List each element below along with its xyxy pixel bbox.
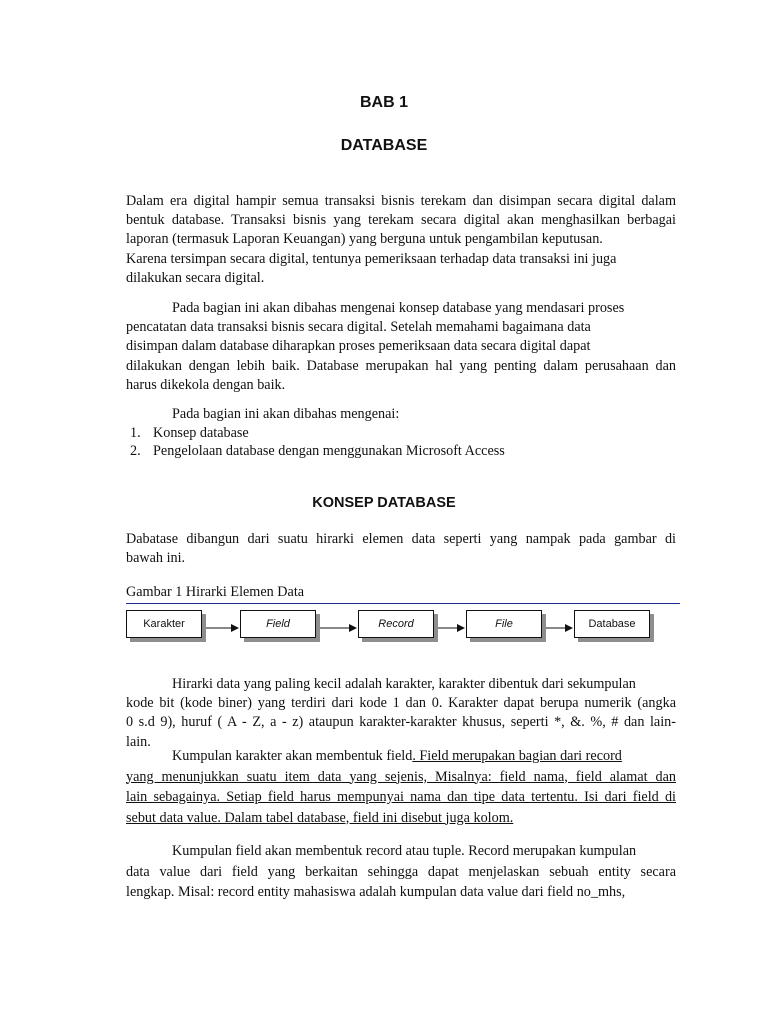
- page-title: DATABASE: [340, 137, 428, 154]
- intro-line: Dalam era digital hampir semua transaksi bisnis terekam dan disimpan secara digital dalam: [126, 193, 676, 209]
- hirarki-line: Hirarki data yang paling kecil adalah karakter, karakter dibentuk dari sekumpulan: [172, 676, 636, 692]
- list-item: [126, 442, 676, 460]
- list-item-number: 1.: [130, 425, 141, 441]
- section-intro: [126, 530, 676, 568]
- record-line: data value dari field yang berkaitan sehingga dapat menjelaskan sebuah entity secara: [126, 863, 676, 880]
- scope-line: Pada bagian ini akan dibahas mengenai konsep database yang mendasari proses: [172, 300, 625, 316]
- intro-line: bentuk database. Transaksi bisnis yang terekam secara digital akan menghasilkan berbagai: [126, 212, 676, 229]
- intro-line: laporan (termasuk Laporan Keuangan) yang berguna untuk pengambilan keputusan.: [126, 231, 603, 248]
- field-line: [126, 746, 676, 767]
- diagram-box-karakter: Karakter: [126, 610, 202, 638]
- list-item-text: Pengelolaan database dengan menggunakan Microsoft Access: [153, 443, 505, 459]
- record-line: Kumpulan field akan membentuk record atau tuple. Record merupakan kumpulan: [172, 843, 637, 859]
- list-item-text: Konsep database: [153, 425, 249, 441]
- record-line: lengkap. Misal: record entity mahasiswa adalah kumpulan data value dari field no_mhs,: [126, 884, 626, 900]
- scope-line: harus dikekola dengan baik.: [126, 376, 286, 393]
- caption-underline: [126, 603, 680, 604]
- diagram-box-field: Field: [240, 610, 316, 638]
- record-paragraph: [126, 841, 676, 903]
- section-title: KONSEP DATABASE: [312, 495, 456, 511]
- figure-caption: Gambar 1 Hirarki Elemen Data: [126, 584, 305, 600]
- hirarki-line: kode bit (kode biner) yang terdiri dari kode 1 dan 0. Karakter dapat berupa numerik (angka: [126, 695, 676, 712]
- topics-intro-line: Pada bagian ini akan dibahas mengenai:: [172, 406, 400, 422]
- field-line: lain sebagainya. Setiap field harus mempunyai nama dan tipe data tertentu. Isi dari field di: [126, 789, 676, 805]
- intro-paragraph: [126, 192, 676, 288]
- field-line: sebut data value. Dalam tabel database, field ini disebut juga kolom.: [126, 809, 514, 826]
- field-line-underlined: . Field merupakan bagian dari record: [412, 748, 622, 764]
- diagram-box-database: Database: [574, 610, 650, 638]
- scope-line: disimpan dalam database diharapkan proses pemeriksaan data secara digital dapat: [126, 338, 591, 355]
- list-item: [126, 424, 676, 442]
- diagram-box-file: File: [466, 610, 542, 638]
- hierarchy-diagram: [124, 610, 684, 654]
- diagram-box-record: Record: [358, 610, 434, 638]
- section-intro-line: bawah ini.: [126, 550, 186, 567]
- intro-line: dilakukan secara digital.: [126, 269, 265, 286]
- hirarki-paragraph: [126, 675, 676, 752]
- field-paragraph: [126, 746, 676, 828]
- scope-line: pencatatan data transaksi bisnis secara digital. Setelah memahami bagaimana data: [126, 319, 591, 336]
- hirarki-line: lain.: [126, 733, 151, 750]
- list-item-number: 2.: [130, 443, 141, 459]
- scope-paragraph: [126, 299, 676, 395]
- field-line: yang menunjukkan suatu item data yang sejenis, Misalnya: field nama, field alamat dan: [126, 768, 676, 785]
- topics-list: [126, 424, 676, 460]
- chapter-label: BAB 1: [359, 94, 408, 111]
- intro-line: Karena tersimpan secara digital, tentunya pemeriksaan terhadap data transaksi ini juga: [126, 250, 617, 267]
- scope-line: dilakukan dengan lebih baik. Database merupakan hal yang penting dalam perusahaan dan: [126, 357, 676, 374]
- field-line-plain: Kumpulan karakter akan membentuk field: [172, 748, 413, 764]
- topics-intro: [126, 405, 676, 424]
- section-intro-line: Dabatase dibangun dari suatu hirarki elemen data seperti yang nampak pada gambar di: [126, 531, 676, 547]
- hirarki-line: 0 s.d 9), huruf ( A - Z, a - z) ataupun karakter-karakter khusus, seperti *, &. %, # dan lain-: [126, 714, 676, 731]
